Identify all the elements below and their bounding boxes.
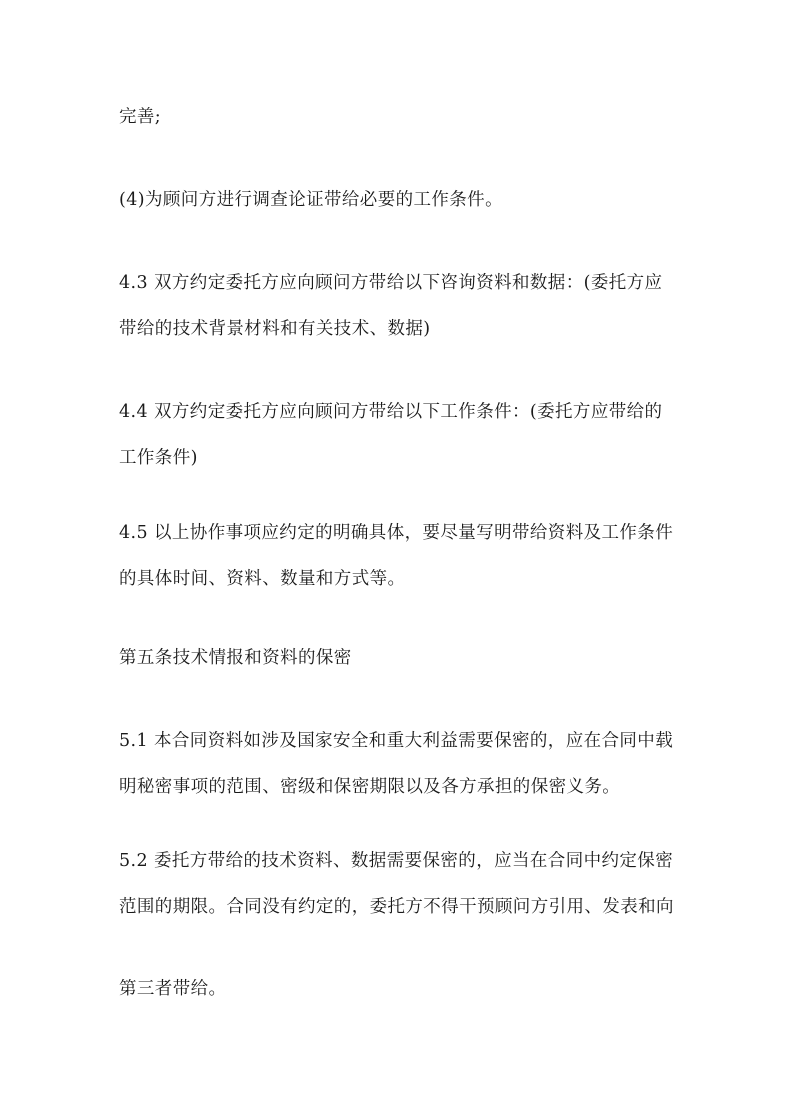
- paragraph-5-1: 5.1 本合同资料如涉及国家安全和重大利益需要保密的，应在合同中载明秘密事项的范围、密级和保密期限以及各方承担的保密义务。: [119, 731, 674, 797]
- paragraph-4-5: 4.5 以上协作事项应约定的明确具体，要尽量写明带给资料及工作条件的具体时间、资料、数量和方式等。: [119, 523, 674, 589]
- paragraph-5-2-tail: 第三者带给。: [119, 979, 227, 999]
- paragraph-continuation: 完善;: [119, 107, 162, 127]
- section-heading-5: 第五条技术情报和资料的保密: [119, 648, 352, 668]
- paragraph-4-4: 4.4 双方约定委托方应向顾问方带给以下工作条件：(委托方应带给的工作条件): [119, 402, 663, 468]
- paragraph-item-4: (4)为顾问方进行调查论证带给必要的工作条件。: [119, 190, 503, 210]
- paragraph-5-2: 5.2 委托方带给的技术资料、数据需要保密的，应当在合同中约定保密范围的期限。合同没有约定的，委托方不得干预顾问方引用、发表和向: [119, 851, 674, 917]
- paragraph-4-3: 4.3 双方约定委托方应向顾问方带给以下咨询资料和数据：(委托方应带给的技术背景材料和有关技术、数据): [119, 273, 663, 339]
